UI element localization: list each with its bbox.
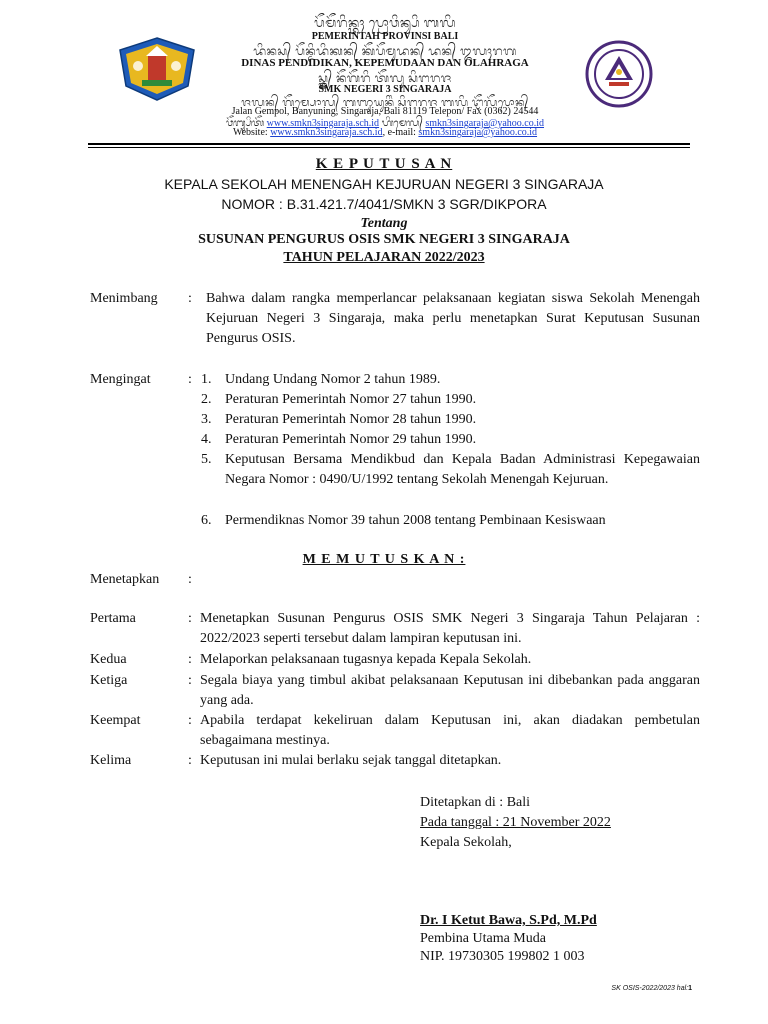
menimbang-section — [90, 289, 700, 351]
signer-name: Dr. I Ketut Bawa, S.Pd, M.Pd — [420, 913, 597, 928]
colon: : — [188, 291, 192, 306]
colon: : — [188, 713, 192, 728]
balinese-script-line: ᬤᬶᬦᬲ᭄ ᬧᭂᬦ᭄ᬤᬶᬤᬶᬓᬦ᭄ ᬓᭂᬧᭂᬫᬸᬤᬦ᭄ ᬤᬦ᭄ ᬑᬮᬄᬭᬕ — [253, 44, 517, 58]
subject-line: SUSUNAN PENGURUS OSIS SMK NEGERI 3 SINGARAJA — [198, 232, 570, 247]
school-name: SMK NEGERI 3 SINGARAJA — [318, 84, 452, 95]
item-text: Undang Undang Nomor 2 tahun 1989. — [225, 372, 441, 387]
memutuskan-heading: M E M U T U S K A N : — [302, 552, 466, 567]
item-text: Keputusan Bersama Mendikbud dan Kepala Badan Administrasi Kepegawaian Negara Nomor : 0490/U/1992 tentang Sekolah Menengah Kejuruan. — [225, 452, 700, 487]
item-text: Peraturan Pemerintah Nomor 28 tahun 1990. — [225, 412, 477, 427]
contact-line — [150, 127, 620, 138]
item-number: 2. — [201, 392, 212, 407]
decision-label: Kelima — [90, 753, 132, 768]
section-label: Mengingat — [90, 372, 151, 387]
email-label: , e-mail: — [382, 127, 416, 138]
page-footer — [611, 985, 692, 992]
subject-year: TAHUN PELAJARAN 2022/2023 — [283, 250, 485, 265]
school-address: Jalan Gempol, Banyuning, Singaraja, Bali 81119 Telepon/ Fax (0362) 24544 — [231, 106, 539, 117]
decision-label: Ketiga — [90, 673, 128, 688]
email-link[interactable]: smkn3singaraja@yahoo.co.id — [418, 127, 538, 138]
website-link[interactable]: www.smkn3singaraja.sch.id — [266, 118, 380, 129]
item-number: 1. — [201, 372, 212, 387]
item-text: Peraturan Pemerintah Nomor 27 tahun 1990. — [225, 392, 477, 407]
item-number: 5. — [201, 452, 212, 467]
colon: : — [188, 673, 192, 688]
item-number: 3. — [201, 412, 212, 427]
decision-ketiga — [90, 671, 700, 711]
colon: : — [188, 753, 192, 768]
decision-label: Keempat — [90, 713, 141, 728]
government-name: PEMERINTAH PROVINSI BALI — [311, 31, 459, 42]
letterhead-divider-thin — [88, 147, 690, 148]
item-number: 6. — [201, 513, 212, 528]
website-link[interactable]: www.smkn3singaraja.sch.id — [270, 127, 383, 138]
item-text: Peraturan Pemerintah Nomor 29 tahun 1990. — [225, 432, 477, 447]
email-link[interactable]: smkn3singaraja@yahoo.co.id — [425, 118, 545, 129]
balinese-label: ᬯᭂᬩ᭄ᬲᬶᬢᭂ — [225, 118, 265, 129]
footer-ref: SK OSIS-2022/2023 hal: — [611, 985, 689, 992]
colon: : — [188, 572, 192, 587]
document-number: NOMOR : B.31.421.7/4041/SMKN 3 SGR/DIKPORA — [221, 196, 547, 212]
section-text: Bahwa dalam rangka memperlancar pelaksanaan kegiatan siswa Sekolah Menengah Kejuruan Negeri 3 Singaraja, maka perlu menetapkan Surat Keputusan Susunan Pengurus OSIS. — [206, 291, 700, 346]
item-number: 4. — [201, 432, 212, 447]
decision-label: Pertama — [90, 611, 136, 626]
decision-text: Apabila terdapat kekeliruan dalam Keputusan ini, akan diadakan pembetulan sebagaimana mestinya. — [200, 713, 700, 748]
date-of-issue: Pada tanggal : 21 November 2022 — [420, 815, 611, 830]
menetapkan-section — [90, 570, 700, 590]
balinese-script-line: ᬲ᭄ᬫ᭄ᬓ᭄ ᬦᭂᬕᭂᬭᬶ ᬢᭂᬮᬸ ᬲᬶᬗᬭᬚ — [318, 71, 452, 85]
decision-label: Kedua — [90, 652, 127, 667]
colon: : — [188, 372, 192, 387]
document-heading: K E P U T U S A N — [315, 156, 453, 172]
letterhead-divider — [88, 143, 690, 145]
colon: : — [188, 652, 192, 667]
list-item — [90, 450, 700, 510]
section-label: Menetapkan — [90, 572, 160, 587]
issuer-line: KEPALA SEKOLAH MENENGAH KEJURUAN NEGERI 3 SINGARAJA — [164, 176, 604, 192]
colon: : — [188, 611, 192, 626]
decision-pertama — [90, 609, 700, 649]
tentang-label: Tentang — [360, 216, 408, 231]
balinese-label: ᬳᬶᬫᬾᬮ᭄ — [381, 118, 423, 129]
decision-text: Keputusan ini mulai berlaku sejak tanggal ditetapkan. — [200, 753, 502, 768]
signer-position: Kepala Sekolah, — [420, 835, 512, 850]
decision-text: Melaporkan pelaksanaan tugasnya kepada Kepala Sekolah. — [200, 652, 532, 667]
signer-rank: Pembina Utama Muda — [420, 931, 546, 946]
place-of-issue: Ditetapkan di : Bali — [420, 795, 531, 810]
department-name: DINAS PENDIDIKAN, KEPEMUDAAN DAN OLAHRAGA — [241, 57, 529, 69]
decision-text: Segala biaya yang timbul akibat pelaksanaan Keputusan ini dibebankan pada anggaran yang ada. — [200, 673, 700, 708]
item-text: Permendiknas Nomor 39 tahun 2008 tentang Pembinaan Kesiswaan — [225, 513, 606, 528]
decision-text: Menetapkan Susunan Pengurus OSIS SMK Negeri 3 Singaraja Tahun Pelajaran : 2022/2023 seperti tersebut dalam lampiran keputusan ini. — [200, 611, 700, 646]
page-number: 1 — [688, 985, 692, 992]
balinese-script-line: ᬚᬮᬦ᭄ ᬕᭂᬫ᭄ᬧᭀᬮ᭄ ᬩᬜᬸᬬᬸᬦᬶᬂ ᬲᬶᬗᬭᬚ ᬩᬮᬶ ᬝᭂᬮᭂᬧᭀᬦ᭄ — [241, 97, 529, 109]
website-label: Website: — [232, 127, 268, 138]
section-label: Menimbang — [90, 291, 158, 306]
balinese-script-line: ᬧᭂᬫᭂᬭᬶᬦ᭄ᬢᬄ ᬧ᭄ᬭᭀᬯᬶᬦ᭄ᬲᬶ ᬩᬮᬶ — [314, 15, 456, 30]
decision-keempat — [90, 711, 700, 751]
signer-nip: NIP. 19730305 199802 1 003 — [420, 949, 585, 964]
